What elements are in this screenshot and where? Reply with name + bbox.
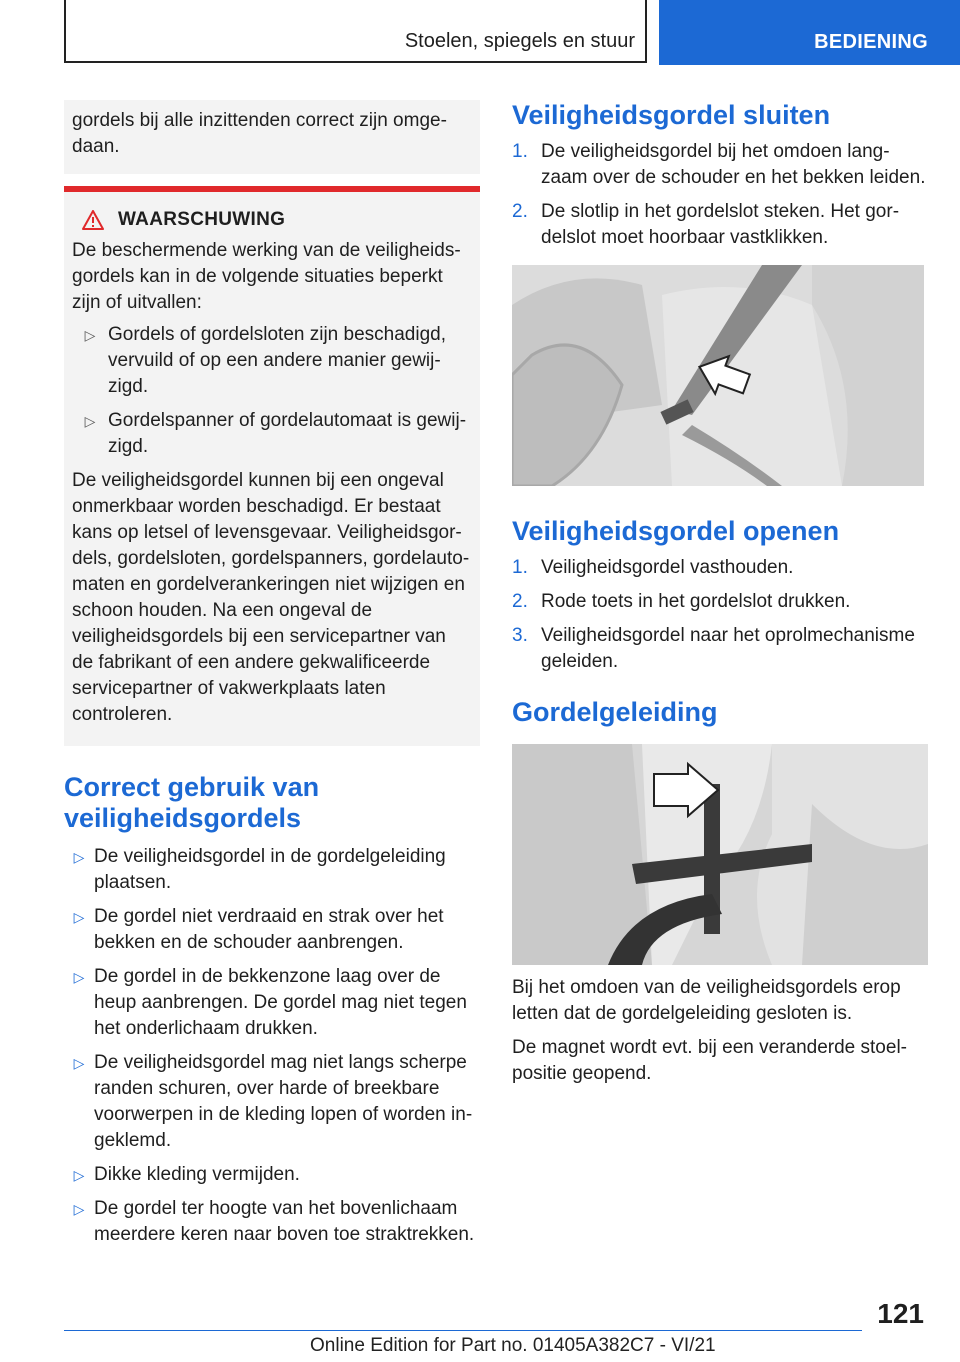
list-item xyxy=(64,844,480,896)
warning-list xyxy=(72,322,472,460)
warning-title: WAARSCHUWING xyxy=(118,209,286,230)
photo-belt-guide xyxy=(512,744,928,965)
list-item-text: Gordelspanner of gordelautomaat is gewijzigd. xyxy=(108,410,467,457)
step-text: De veiligheidsgordel bij het omdoen langzaam over de schouder en het bekken leiden. xyxy=(541,141,926,188)
list-item xyxy=(64,964,480,1042)
list-item-text: Gordels of gordelsloten zijn beschadigd, vervuild of op een andere manier gewijzigd. xyxy=(108,324,446,397)
triangle-bullet-icon: ▷ xyxy=(73,1201,85,1217)
section-heading-open: Veiligheidsgordel openen xyxy=(512,516,840,546)
step-number: 3. xyxy=(512,625,528,646)
list-item-text: De gordel ter hoogte van het bovenlichaam meerdere keren naar boven toe straktrekken. xyxy=(94,1198,475,1245)
list-item xyxy=(64,904,480,956)
correct-use-list xyxy=(64,844,480,1248)
section-heading-belt-guide: Gordelgeleiding xyxy=(512,697,718,727)
step-text: Rode toets in het gordelslot drukken. xyxy=(541,591,851,612)
list-item xyxy=(512,199,928,251)
page-number: 121 xyxy=(877,1298,924,1329)
warning-title-row xyxy=(72,206,472,234)
belt-guide-para-2: De magnet wordt evt. bij een veranderde stoelpositie geopend. xyxy=(512,1037,907,1084)
list-item-text: De veiligheidsgordel in de gordelgeleiding plaatsen. xyxy=(94,846,446,893)
triangle-bullet-icon: ▷ xyxy=(73,849,85,865)
list-item xyxy=(64,1050,480,1154)
open-steps xyxy=(512,555,928,675)
triangle-bullet-icon: ▷ xyxy=(84,327,96,343)
list-item xyxy=(512,623,928,675)
triangle-bullet-icon: ▷ xyxy=(73,1055,85,1071)
list-item xyxy=(72,322,472,400)
warning-body: De veiligheidsgordel kunnen bij een ongeval onmerkbaar worden beschadigd. Er bestaat kans op letsel of levensgevaar. Veiligheidsgordels, gordelsloten, gordelspanners, gordelautomaten en gordelverankeringen niet wijzigen en schoon houden. Na een ongeval de veiligheidsgordels bij een servicepartner van de fabrikant of een andere gekwalificeerde servicepartner of vakwerkplaats laten controleren. xyxy=(72,470,470,725)
triangle-bullet-icon: ▷ xyxy=(73,969,85,985)
list-item-text: De veiligheidsgordel mag niet langs scherpe randen schuren, over harde of breekbare voorwerpen in de kleding lopen of worden ingeklemd. xyxy=(94,1052,473,1151)
warning-triangle-icon xyxy=(82,210,104,230)
note-continued-box xyxy=(64,100,480,174)
triangle-bullet-icon: ▷ xyxy=(73,909,85,925)
warning-intro: De beschermende werking van de veiligheidsgordels kan in de volgende situaties beperkt zijn of uitvallen: xyxy=(72,240,461,313)
photo-belt-buckle xyxy=(512,265,924,486)
step-number: 1. xyxy=(512,141,528,162)
step-text: Veiligheidsgordel naar het oprolmechanisme geleiden. xyxy=(541,625,915,672)
list-item-text: Dikke kleding vermijden. xyxy=(94,1164,300,1185)
triangle-bullet-icon: ▷ xyxy=(73,1167,85,1183)
list-item xyxy=(512,555,928,581)
step-number: 2. xyxy=(512,201,528,222)
list-item xyxy=(72,408,472,460)
right-column xyxy=(512,100,928,1087)
warning-box xyxy=(64,186,480,746)
note-continued-text: gordels bij alle inzittenden correct zijn omgedaan. xyxy=(72,110,447,157)
section-heading-fasten: Veiligheidsgordel sluiten xyxy=(512,100,831,130)
list-item-text: De gordel in de bekkenzone laag over de heup aanbrengen. De gordel mag niet tegen het onderlichaam drukken. xyxy=(94,966,467,1039)
list-item xyxy=(64,1162,480,1188)
footer-edition: Online Edition for Part no. 01405A382C7 - VI/21 xyxy=(310,1335,716,1356)
triangle-bullet-icon: ▷ xyxy=(84,413,96,429)
chapter-tab[interactable] xyxy=(659,0,960,65)
footer-rule xyxy=(64,1330,862,1331)
step-text: Veiligheidsgordel vasthouden. xyxy=(541,557,794,578)
list-item xyxy=(512,589,928,615)
list-item xyxy=(512,139,928,191)
step-number: 1. xyxy=(512,557,528,578)
belt-guide-illustration xyxy=(512,744,928,965)
belt-guide-para-1: Bij het omdoen van de veiligheidsgordels erop letten dat de gordelgeleiding gesloten is. xyxy=(512,977,901,1024)
list-item xyxy=(64,1196,480,1248)
section-title: Stoelen, spiegels en stuur xyxy=(404,30,635,52)
step-text: De slotlip in het gordelslot steken. Het gordelslot moet hoorbaar vastklikken. xyxy=(541,201,900,248)
left-column xyxy=(64,100,480,1256)
list-item-text: De gordel niet verdraaid en strak over het bekken en de schouder aanbrengen. xyxy=(94,906,444,953)
header-frame xyxy=(64,0,647,63)
fasten-steps xyxy=(512,139,928,251)
chapter-tab-label: BEDIENING xyxy=(814,31,928,53)
belt-buckle-illustration xyxy=(512,265,924,486)
step-number: 2. xyxy=(512,591,528,612)
section-heading-correct-use: Correct gebruik van veiligheidsgordels xyxy=(64,772,320,833)
